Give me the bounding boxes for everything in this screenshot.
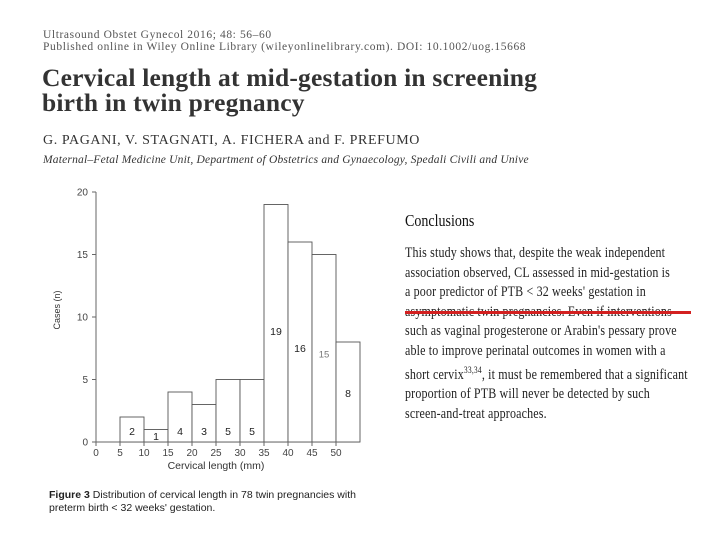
x-tick-label: 40 <box>282 448 294 459</box>
y-tick-label: 20 <box>76 187 88 199</box>
conclusions-line: able to improve perinatal outcomes in women with a <box>405 342 666 359</box>
bar-value-label: 16 <box>294 343 306 355</box>
y-tick-label: 15 <box>76 250 88 261</box>
caption-figure-number: Figure 3 <box>49 489 90 501</box>
x-tick-label: 10 <box>138 448 150 459</box>
x-tick-label: 35 <box>258 448 270 459</box>
y-tick-label: 5 <box>82 375 88 386</box>
conclusions-line: such as vaginal progesterone or Arabin's pessary prove <box>405 323 677 340</box>
paper-title-line-1: Cervical length at mid-gestation in screening <box>42 63 538 92</box>
caption-text-line-1: Distribution of cervical length in 78 twin pregnancies with <box>89 489 356 501</box>
conclusions-line-highlighted: a poor predictor of PTB < 32 weeks' gestation in <box>405 284 646 301</box>
bar-value-label: 3 <box>201 426 207 438</box>
bar-value-label: 2 <box>129 426 135 438</box>
bar-value-label: 5 <box>249 426 255 438</box>
highlight-underline <box>405 311 691 314</box>
y-tick-label: 10 <box>76 312 88 324</box>
journal-citation: Ultrasound Obstet Gynecol 2016; 48: 56–60 <box>43 29 272 41</box>
x-tick-label: 0 <box>93 448 99 459</box>
x-tick-label: 5 <box>117 448 123 459</box>
conclusions-line: association observed, CL assessed in mid-gestation is <box>405 264 670 281</box>
bar-value-label: 15 <box>318 349 330 361</box>
y-axis-label: Cases (n) <box>52 290 62 330</box>
publication-info: Published online in Wiley Online Library (wileyonlinelibrary.com). DOI: 10.1002/uog.15668 <box>43 41 527 53</box>
x-tick-label: 30 <box>234 448 246 459</box>
affiliation: Maternal–Fetal Medicine Unit, Department of Obstetrics and Gynaecology, Spedali Civili and Unive <box>43 154 529 166</box>
bar-value-label: 1 <box>153 431 159 443</box>
author-list: G. PAGANI, V. STAGNATI, A. FICHERA and F. PREFUMO <box>43 133 420 148</box>
chart-bars <box>120 205 360 444</box>
citation-superscript: 33,34 <box>463 365 482 376</box>
conclusions-line: This study shows that, despite the weak independent <box>405 245 666 261</box>
conclusions-line: proportion of PTB will never be detected by such <box>405 386 650 403</box>
x-axis-label: Cervical length (mm) <box>167 460 265 472</box>
bar-value-label: 19 <box>270 326 282 339</box>
y-tick-label: 0 <box>82 437 88 449</box>
x-tick-label: 20 <box>186 448 198 459</box>
histogram-bar <box>264 205 288 443</box>
x-tick-label: 45 <box>306 448 318 459</box>
histogram-bar <box>288 242 312 442</box>
conclusions-text: , it must be remembered that a significant <box>481 366 688 383</box>
conclusions-line: screen-and-treat approaches. <box>405 405 547 422</box>
conclusions-line <box>405 362 688 386</box>
conclusions-text: short cervix <box>405 366 464 383</box>
conclusions-heading: Conclusions <box>405 211 475 230</box>
histogram-figure <box>40 180 370 480</box>
conclusions-section <box>405 211 695 424</box>
caption-text-line-2: preterm birth < 32 weeks' gestation. <box>49 502 216 514</box>
paper-title-line-2: birth in twin pregnancy <box>42 88 305 117</box>
x-tick-label: 50 <box>330 448 342 459</box>
bar-value-label: 4 <box>177 426 183 438</box>
bar-value-label: 5 <box>225 426 231 438</box>
bar-value-label: 8 <box>345 388 351 400</box>
x-tick-label: 15 <box>162 448 174 459</box>
x-tick-label: 25 <box>210 448 222 459</box>
cervical-length-histogram <box>40 180 370 480</box>
figure-caption <box>49 489 356 515</box>
histogram-bar <box>312 255 336 443</box>
